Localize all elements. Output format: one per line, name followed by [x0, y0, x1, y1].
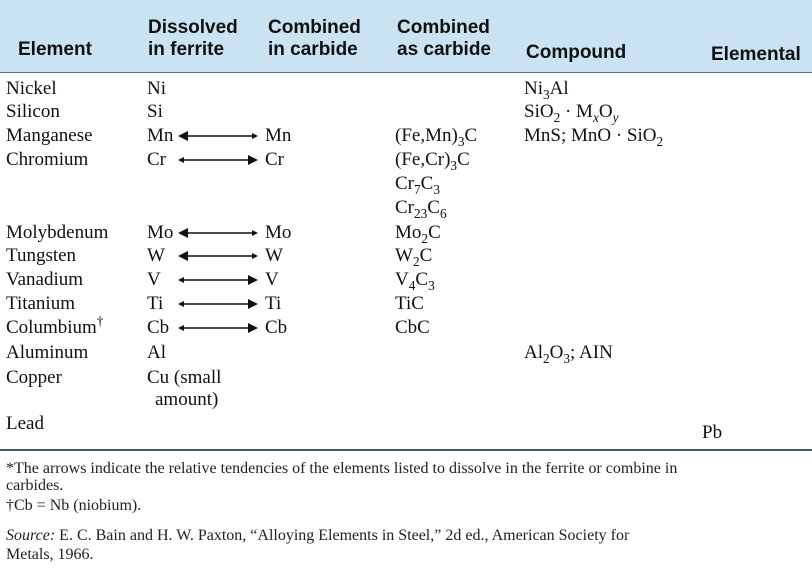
dissolved-in-ferrite: Si — [147, 101, 163, 122]
dissolved-in-ferrite: V — [147, 269, 161, 290]
header-rule — [0, 72, 812, 73]
carbide-formula: $Cr_{23}C_6$ — [395, 197, 447, 221]
combined-in-carbide: Ti — [265, 293, 282, 314]
element-name: Vanadium — [6, 269, 84, 290]
elemental-form: Pb — [702, 422, 723, 443]
cb-footnote: †Cb = Nb (niobium). — [6, 497, 142, 514]
element-name: Lead — [6, 413, 44, 434]
dissolved-in-ferrite: Ni — [147, 78, 166, 99]
header-combined-as-carbide-line2: as carbide — [397, 39, 491, 60]
carbide-formula: TiC — [395, 293, 424, 314]
double-arrow-icon — [178, 153, 258, 167]
element-name: Molybdenum — [6, 222, 109, 243]
element-name: Manganese — [6, 125, 93, 146]
element-name: Aluminum — [6, 342, 89, 363]
dissolved-in-ferrite: Mo — [147, 222, 174, 243]
source-text-line1: E. C. Bain and H. W. Paxton, “Alloying Elements in Steel,” 2d ed., American Society for — [55, 527, 630, 544]
header-element: Element — [18, 39, 92, 60]
element-name: Columbium† — [6, 313, 104, 338]
header-dissolved-line1: Dissolved — [148, 17, 238, 38]
double-arrow-icon — [178, 273, 258, 287]
combined-in-carbide: Cr — [265, 149, 284, 170]
header-compound: Compound — [526, 42, 627, 63]
combined-in-carbide: V — [265, 269, 279, 290]
double-arrow-icon — [178, 249, 258, 263]
double-arrow-icon — [178, 297, 258, 311]
dissolved-in-ferrite: Mn — [147, 125, 174, 146]
compound-formula: $Al_2O_3$; AIN — [524, 342, 613, 366]
header-combined-in-carbide-line1: Combined — [268, 17, 361, 38]
dissolved-in-ferrite: Al — [147, 342, 166, 363]
combined-in-carbide: Cb — [265, 317, 288, 338]
double-arrow-icon — [178, 226, 258, 240]
header-combined-as-carbide-line1: Combined — [397, 17, 490, 38]
header-dissolved-line2: in ferrite — [148, 39, 225, 60]
dissolved-in-ferrite-cont: amount) — [155, 389, 219, 410]
source-line2: Metals, 1966. — [6, 546, 94, 563]
combined-in-carbide: W — [265, 245, 283, 266]
dissolved-in-ferrite: Cr — [147, 149, 166, 170]
element-name: Titanium — [6, 293, 75, 314]
double-arrow-icon — [178, 321, 258, 335]
element-name: Silicon — [6, 101, 60, 122]
dissolved-in-ferrite: W — [147, 245, 165, 266]
combined-in-carbide: Mn — [265, 125, 292, 146]
source-line1 — [6, 526, 629, 545]
carbide-formula: CbC — [395, 317, 430, 338]
element-name: Tungsten — [6, 245, 77, 266]
element-name: Copper — [6, 367, 62, 388]
arrows-footnote-line2: carbides. — [6, 477, 64, 494]
element-name: Nickel — [6, 78, 57, 99]
combined-in-carbide: Mo — [265, 222, 292, 243]
element-name: Chromium — [6, 149, 89, 170]
carbide-formula: $(Fe,Mn)_3C$ — [395, 125, 478, 149]
header-combined-in-carbide-line2: in carbide — [268, 39, 358, 60]
dissolved-in-ferrite: Cb — [147, 317, 170, 338]
carbide-formula: $W_2C$ — [395, 245, 433, 269]
source-label: Source: — [6, 527, 56, 544]
table-bottom-rule — [0, 449, 812, 451]
compound-formula: $Ni_3Al$ — [524, 78, 569, 102]
header-elemental: Elemental — [711, 44, 801, 65]
carbide-formula: $V_4C_3$ — [395, 269, 435, 293]
dissolved-in-ferrite: Ti — [147, 293, 164, 314]
compound-formula: $SiO_2 \cdot M_xO_y$ — [524, 101, 619, 125]
compound-formula: MnS; MnO · SiO$_2$ — [524, 125, 664, 149]
double-arrow-icon — [178, 129, 258, 143]
dissolved-in-ferrite: Cu (small — [147, 367, 222, 388]
carbide-formula: $Mo_2C$ — [395, 222, 441, 246]
carbide-formula: $(Fe,Cr)_3C$ — [395, 149, 470, 173]
carbide-formula: $Cr_7C_3$ — [395, 173, 440, 197]
arrows-footnote-line1: *The arrows indicate the relative tendencies of the elements listed to dissolve in the ferrite or combine in — [6, 460, 678, 477]
